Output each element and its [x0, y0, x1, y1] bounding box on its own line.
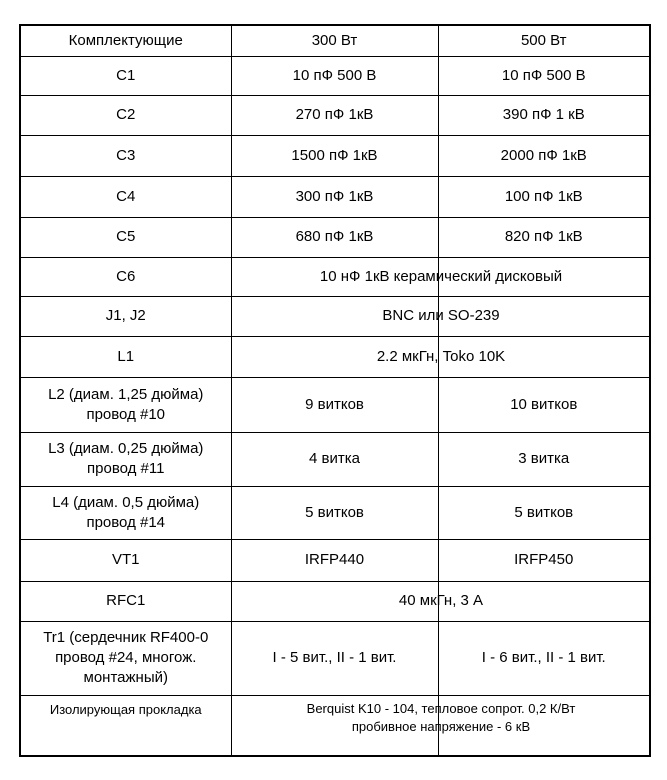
- value-both: 2.2 мкГн, Toko 10K: [376, 347, 506, 365]
- table-row: [20, 95, 650, 135]
- row-name: [20, 486, 231, 539]
- row-name: C1: [20, 56, 231, 95]
- value-500w: 390 пФ 1 кВ: [438, 95, 650, 135]
- value-300w: I - 5 вит., II - 1 вит.: [231, 621, 438, 695]
- value-both: 40 мкГн, 3 А: [398, 592, 484, 609]
- table-row: [20, 257, 650, 296]
- row-name-line: L2 (диам. 1,25 дюйма): [48, 385, 204, 403]
- empty-cell: [438, 581, 650, 621]
- row-name: VT1: [20, 539, 231, 581]
- row-name: [20, 377, 231, 432]
- value-300w: 9 витков: [231, 377, 438, 432]
- merged-cell: [231, 257, 563, 296]
- empty-cell: [438, 296, 650, 336]
- value-300w: 1500 пФ 1кВ: [231, 135, 438, 176]
- value-500w: 820 пФ 1кВ: [438, 217, 650, 257]
- merged-cell: [231, 695, 576, 756]
- value-300w: 4 витка: [231, 432, 438, 486]
- value-500w: 3 витка: [438, 432, 650, 486]
- value-500w: 5 витков: [438, 486, 650, 539]
- header-row: [20, 25, 650, 56]
- table-row: [20, 56, 650, 95]
- components-table: [19, 24, 651, 757]
- table-row: [20, 296, 650, 336]
- merged-cell: [231, 336, 506, 377]
- value-300w: 10 пФ 500 В: [231, 56, 438, 95]
- value-300w: IRFP440: [231, 539, 438, 581]
- row-name-line: провод #24, многож.: [55, 649, 197, 666]
- table-row: [20, 336, 650, 377]
- table-row: [20, 176, 650, 217]
- row-name: C2: [20, 95, 231, 135]
- value-both: 10 нФ 1кВ керамический дисковый: [319, 267, 563, 285]
- value-300w: 300 пФ 1кВ: [231, 176, 438, 217]
- value-300w: 680 пФ 1кВ: [231, 217, 438, 257]
- value-500w: 100 пФ 1кВ: [438, 176, 650, 217]
- empty-cell: [438, 336, 650, 377]
- value-both: BNC или SO-239: [382, 307, 500, 324]
- row-name: C6: [20, 257, 231, 296]
- row-name: L1: [20, 336, 231, 377]
- row-name-line: провод #14: [86, 513, 166, 531]
- row-name: RFC1: [20, 581, 231, 621]
- table-row: [20, 539, 650, 581]
- table-row: [20, 217, 650, 257]
- value-300w: 270 пФ 1кВ: [231, 95, 438, 135]
- value-line: Berquist K10 - 104, тепловое сопрот. 0,2 К/Вт: [306, 700, 576, 716]
- table-row: [20, 695, 650, 756]
- row-name: [20, 621, 231, 695]
- row-name-line: Tr1 (сердечник RF400-0: [43, 629, 209, 646]
- value-500w: I - 6 вит., II - 1 вит.: [438, 621, 650, 695]
- table-row: [20, 486, 650, 539]
- value-500w: 10 пФ 500 В: [438, 56, 650, 95]
- row-name: C5: [20, 217, 231, 257]
- empty-cell: [438, 695, 650, 756]
- row-name-line: монтажный): [83, 669, 168, 686]
- header-component: Комплектующие: [20, 25, 231, 56]
- value-300w: 5 витков: [231, 486, 438, 539]
- table-row: [20, 432, 650, 486]
- merged-cell: [231, 296, 500, 336]
- table-row: [20, 377, 650, 432]
- table-row: [20, 581, 650, 621]
- row-name: C4: [20, 176, 231, 217]
- table-row: [20, 621, 650, 695]
- row-name: C3: [20, 135, 231, 176]
- row-name: J1, J2: [20, 296, 231, 336]
- row-name: [20, 432, 231, 486]
- row-name-line: L4 (диам. 0,5 дюйма): [52, 493, 200, 511]
- value-500w: 2000 пФ 1кВ: [438, 135, 650, 176]
- merged-cell: [231, 581, 484, 621]
- table-row: [20, 135, 650, 176]
- header-300w: 300 Вт: [231, 25, 438, 56]
- header-500w: 500 Вт: [438, 25, 650, 56]
- value-500w: 10 витков: [438, 377, 650, 432]
- empty-cell: [438, 257, 650, 296]
- row-name-line: провод #10: [86, 405, 166, 423]
- value-line: пробивное напряжение - 6 кВ: [351, 718, 531, 734]
- row-name-line: L3 (диам. 0,25 дюйма): [48, 440, 204, 457]
- row-name-line: провод #11: [87, 460, 165, 477]
- row-name: Изолирующая прокладка: [20, 695, 231, 756]
- value-500w: IRFP450: [438, 539, 650, 581]
